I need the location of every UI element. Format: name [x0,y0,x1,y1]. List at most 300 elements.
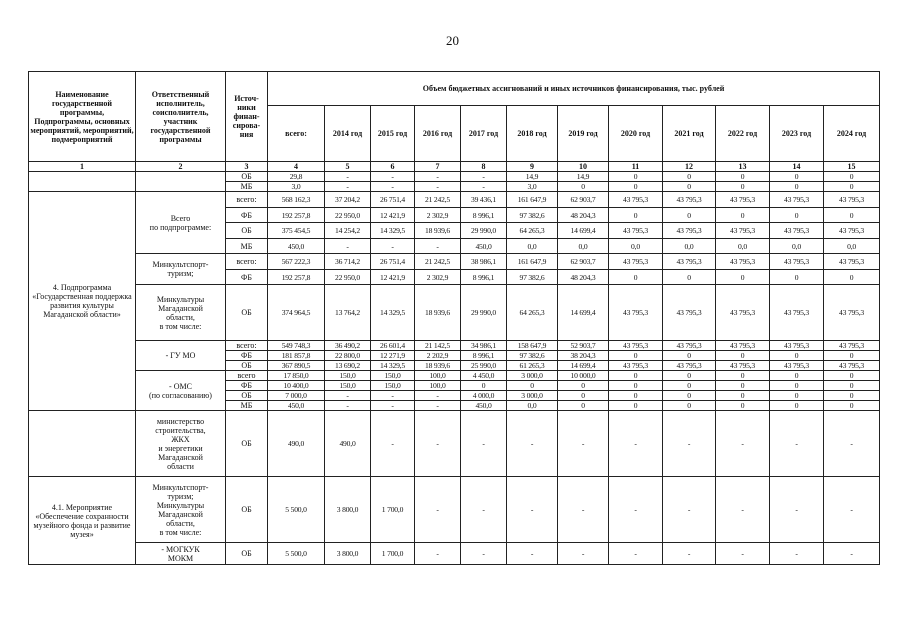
value-cell: 0 [770,208,824,223]
value-cell: 0 [663,351,716,361]
value-cell: 12 421,9 [371,208,415,223]
value-cell: 52 903,7 [558,341,609,351]
header-year: 2021 год [663,106,716,162]
value-cell: 43 795,3 [716,341,770,351]
value-cell: 14,9 [558,172,609,182]
value-cell: 0 [716,270,770,285]
value-cell: 0 [609,208,663,223]
source-cell: ФБ [226,381,268,391]
value-cell: 0 [663,182,716,192]
value-cell: 37 204,2 [325,192,371,208]
value-cell: - [609,411,663,477]
table-row [29,341,880,351]
value-cell: 26 751,4 [371,192,415,208]
value-cell: 0 [770,172,824,182]
source-cell: всего: [226,254,268,270]
value-cell: 2 302,9 [415,270,461,285]
value-cell: 0 [663,381,716,391]
header-year: 2023 год [770,106,824,162]
value-cell: 161 647,9 [507,192,558,208]
value-cell: - [461,411,507,477]
value-cell: 97 382,6 [507,270,558,285]
value-cell: 0 [824,351,880,361]
value-cell: 43 795,3 [770,223,824,239]
value-cell: 0 [663,391,716,401]
value-cell: 0,0 [663,239,716,254]
value-cell: 22 950,0 [325,270,371,285]
value-cell: 43 795,3 [663,341,716,351]
value-cell: 567 222,3 [268,254,325,270]
value-cell: - [824,411,880,477]
value-cell: 29 990,0 [461,285,507,341]
header-source: Источ- ники финан- сирова- ния [226,72,268,162]
value-cell: 3 000,0 [507,391,558,401]
source-cell: ФБ [226,270,268,285]
budget-table [28,71,880,565]
value-cell: - [415,239,461,254]
value-cell: 21 142,5 [415,341,461,351]
value-cell: 150,0 [325,371,371,381]
value-cell: 0 [716,208,770,223]
table-row [29,477,880,543]
value-cell: - [415,401,461,411]
value-cell: 18 939,6 [415,223,461,239]
value-cell: 34 986,1 [461,341,507,351]
value-cell: - [716,411,770,477]
value-cell: 150,0 [371,371,415,381]
value-cell: 38 204,3 [558,351,609,361]
value-cell: - [371,411,415,477]
header-year: 2015 год [371,106,415,162]
value-cell: - [325,391,371,401]
source-cell: ФБ [226,208,268,223]
value-cell: 0 [663,208,716,223]
value-cell: 14 329,5 [371,361,415,371]
source-cell: ОБ [226,223,268,239]
value-cell: 48 204,3 [558,208,609,223]
value-cell: - [558,411,609,477]
value-cell: 0 [609,391,663,401]
value-cell: 29,8 [268,172,325,182]
value-cell: 0 [609,401,663,411]
value-cell: 43 795,3 [716,285,770,341]
table-row [29,285,880,341]
value-cell: 22 800,0 [325,351,371,361]
value-cell: 43 795,3 [716,361,770,371]
minkultsport-label: Минкультспорт- туризм; [136,254,226,285]
header-year: 2016 год [415,106,461,162]
value-cell: 0 [716,391,770,401]
empty-cell [136,172,226,192]
value-cell: 43 795,3 [824,285,880,341]
value-cell: 43 795,3 [770,254,824,270]
value-cell: - [415,182,461,192]
value-cell: - [371,239,415,254]
value-cell: 490,0 [268,411,325,477]
value-cell: 450,0 [461,401,507,411]
value-cell: 43 795,3 [716,192,770,208]
value-cell: 0 [558,401,609,411]
value-cell: 0 [824,371,880,381]
value-cell: 0 [609,381,663,391]
value-cell: 0 [824,208,880,223]
column-number: 11 [609,162,663,172]
value-cell: 43 795,3 [824,192,880,208]
value-cell: 43 795,3 [824,361,880,371]
value-cell: 5 500,0 [268,543,325,565]
value-cell: 0,0 [770,239,824,254]
value-cell: 43 795,3 [609,341,663,351]
source-cell: ОБ [226,477,268,543]
value-cell: - [415,543,461,565]
value-cell: 14,9 [507,172,558,182]
column-number: 14 [770,162,824,172]
page-number: 20 [446,33,459,48]
column-number: 8 [461,162,507,172]
value-cell: 62 903,7 [558,254,609,270]
column-number: 13 [716,162,770,172]
table-row [29,254,880,270]
value-cell: 0 [770,351,824,361]
header-year: 2018 год [507,106,558,162]
source-cell: МБ [226,239,268,254]
value-cell: 3 000,0 [507,371,558,381]
value-cell: 450,0 [461,239,507,254]
value-cell: 14 329,5 [371,285,415,341]
value-cell: 0 [824,381,880,391]
value-cell: - [325,239,371,254]
value-cell: 0 [716,182,770,192]
value-cell: 17 850,0 [268,371,325,381]
value-cell: - [325,401,371,411]
value-cell: 0 [663,401,716,411]
value-cell: 43 795,3 [663,254,716,270]
source-cell: ОБ [226,285,268,341]
value-cell: 4 450,0 [461,371,507,381]
empty-cell [29,172,136,192]
value-cell: 14 254,2 [325,223,371,239]
value-cell: 450,0 [268,239,325,254]
value-cell: 43 795,3 [663,192,716,208]
value-cell: 43 795,3 [716,254,770,270]
value-cell: - [461,543,507,565]
value-cell: 0 [609,351,663,361]
value-cell: 43 795,3 [609,223,663,239]
value-cell: 0,0 [507,401,558,411]
total-subprogram-label: Всего по подпрограмме: [136,192,226,254]
value-cell: - [558,543,609,565]
value-cell: 39 436,1 [461,192,507,208]
value-cell: 3,0 [507,182,558,192]
value-cell: 13 690,2 [325,361,371,371]
value-cell: 0 [507,381,558,391]
value-cell: 21 242,5 [415,254,461,270]
value-cell: - [371,182,415,192]
value-cell: 43 795,3 [770,361,824,371]
value-cell: 568 162,3 [268,192,325,208]
value-cell: 43 795,3 [663,361,716,371]
header-year: 2017 год [461,106,507,162]
column-number: 10 [558,162,609,172]
source-cell: МБ [226,182,268,192]
value-cell: 43 795,3 [824,254,880,270]
value-cell: - [461,172,507,182]
value-cell: 36 490,2 [325,341,371,351]
source-cell: ОБ [226,361,268,371]
value-cell: - [507,543,558,565]
source-cell: МБ [226,401,268,411]
value-cell: 374 964,5 [268,285,325,341]
value-cell: - [371,391,415,401]
value-cell: 0 [558,182,609,192]
value-cell: - [824,477,880,543]
value-cell: 150,0 [371,381,415,391]
value-cell: 43 795,3 [824,341,880,351]
value-cell: - [663,411,716,477]
value-cell: 21 242,5 [415,192,461,208]
value-cell: 3 800,0 [325,477,371,543]
value-cell: 48 204,3 [558,270,609,285]
value-cell: 0 [770,391,824,401]
value-cell: 2 302,9 [415,208,461,223]
value-cell: 0 [663,270,716,285]
table-row [29,192,880,208]
value-cell: 43 795,3 [609,192,663,208]
subprogram-4-label: 4. Подпрограмма «Государственная поддержка развития культуры Магаданской области» [29,192,136,411]
header-year: 2020 год [609,106,663,162]
value-cell: 1 700,0 [371,543,415,565]
value-cell: - [558,477,609,543]
value-cell: - [371,172,415,182]
table-row [29,371,880,381]
value-cell: 43 795,3 [609,254,663,270]
value-cell: - [609,543,663,565]
value-cell: 0,0 [609,239,663,254]
value-cell: 43 795,3 [716,223,770,239]
value-cell: 150,0 [325,381,371,391]
value-cell: - [415,172,461,182]
value-cell: - [507,477,558,543]
value-cell: 0,0 [824,239,880,254]
value-cell: - [716,543,770,565]
value-cell: 64 265,3 [507,223,558,239]
value-cell: 0 [609,371,663,381]
value-cell: - [824,543,880,565]
value-cell: 8 996,1 [461,208,507,223]
table-row [29,411,880,477]
column-number: 9 [507,162,558,172]
value-cell: - [325,172,371,182]
value-cell: - [609,477,663,543]
value-cell: 158 647,9 [507,341,558,351]
value-cell: - [415,477,461,543]
value-cell: 22 950,0 [325,208,371,223]
value-cell: - [325,182,371,192]
value-cell: 2 202,9 [415,351,461,361]
value-cell: 0 [824,391,880,401]
header-year: 2019 год [558,106,609,162]
value-cell: 100,0 [415,371,461,381]
value-cell: 367 890,5 [268,361,325,371]
value-cell: 0 [609,270,663,285]
source-cell: всего [226,371,268,381]
value-cell: 0 [824,182,880,192]
value-cell: 0 [609,182,663,192]
column-number: 7 [415,162,461,172]
source-cell: ОБ [226,172,268,182]
source-cell: ОБ [226,543,268,565]
value-cell: 61 265,3 [507,361,558,371]
value-cell: - [507,411,558,477]
value-cell: - [415,391,461,401]
value-cell: 12 421,9 [371,270,415,285]
value-cell: 36 714,2 [325,254,371,270]
value-cell: 43 795,3 [770,341,824,351]
minkultury-label: Минкультуры Магаданской области, в том числе: [136,285,226,341]
minstroy-label: министерство строительства, ЖКХ и энергетики Магаданской области [136,411,226,477]
value-cell: 375 454,5 [268,223,325,239]
value-cell: 3 800,0 [325,543,371,565]
empty-cell [29,411,136,477]
value-cell: 3,0 [268,182,325,192]
value-cell: 0 [716,351,770,361]
value-cell: 549 748,3 [268,341,325,351]
value-cell: 0 [770,270,824,285]
value-cell: 97 382,6 [507,208,558,223]
value-cell: 0 [824,401,880,411]
header-year: 2022 год [716,106,770,162]
value-cell: 10 000,0 [558,371,609,381]
header-year: 2024 год [824,106,880,162]
source-cell: всего: [226,341,268,351]
value-cell: 29 990,0 [461,223,507,239]
value-cell: 192 257,8 [268,208,325,223]
value-cell: 14 699,4 [558,223,609,239]
value-cell: - [371,401,415,411]
value-cell: 0 [824,270,880,285]
value-cell: 0,0 [716,239,770,254]
value-cell: 0 [558,391,609,401]
value-cell: 0 [716,371,770,381]
source-cell: всего: [226,192,268,208]
value-cell: 25 990,0 [461,361,507,371]
value-cell: - [770,477,824,543]
value-cell: 7 000,0 [268,391,325,401]
column-number: 6 [371,162,415,172]
oms-label: - ОМС (по согласованию) [136,371,226,411]
value-cell: 490,0 [325,411,371,477]
source-cell: ОБ [226,391,268,401]
value-cell: 0 [461,381,507,391]
source-cell: ФБ [226,351,268,361]
value-cell: 26 751,4 [371,254,415,270]
value-cell: 13 764,2 [325,285,371,341]
value-cell: 181 857,8 [268,351,325,361]
value-cell: 8 996,1 [461,270,507,285]
value-cell: - [716,477,770,543]
value-cell: 192 257,8 [268,270,325,285]
value-cell: 43 795,3 [663,285,716,341]
value-cell: 43 795,3 [824,223,880,239]
value-cell: 0 [609,172,663,182]
value-cell: 0 [716,401,770,411]
minkult-measure-label: Минкультспорт- туризм; Минкультуры Магаданской области, в том числе: [136,477,226,543]
value-cell: 0 [716,381,770,391]
value-cell: 0,0 [558,239,609,254]
value-cell: 18 939,6 [415,285,461,341]
value-cell: 100,0 [415,381,461,391]
value-cell: 38 986,1 [461,254,507,270]
measure-4-1-label: 4.1. Мероприятие «Обеспечение сохранности музейного фонда и развитие музея» [29,477,136,565]
column-number: 3 [226,162,268,172]
column-number: 2 [136,162,226,172]
value-cell: - [663,543,716,565]
mogkuk-label: - МОГКУК МОКМ [136,543,226,565]
value-cell: 62 903,7 [558,192,609,208]
value-cell: - [770,411,824,477]
value-cell: 0,0 [507,239,558,254]
column-number: 5 [325,162,371,172]
value-cell: 0 [770,182,824,192]
value-cell: 0 [770,371,824,381]
value-cell: 64 265,3 [507,285,558,341]
value-cell: 43 795,3 [770,285,824,341]
value-cell: 0 [716,172,770,182]
value-cell: 161 647,9 [507,254,558,270]
value-cell: 43 795,3 [609,361,663,371]
value-cell: 18 939,6 [415,361,461,371]
column-number: 12 [663,162,716,172]
value-cell: 0 [558,381,609,391]
table-row [29,172,880,182]
value-cell: 1 700,0 [371,477,415,543]
header-total: всего: [268,106,325,162]
header-volume: Объем бюджетных ассигнований и иных источников финансирования, тыс. рублей [268,72,880,106]
value-cell: 0 [663,371,716,381]
value-cell: 97 382,6 [507,351,558,361]
table-row [29,543,880,565]
value-cell: 14 699,4 [558,285,609,341]
value-cell: 0 [770,401,824,411]
column-number: 15 [824,162,880,172]
value-cell: 43 795,3 [770,192,824,208]
column-number: 4 [268,162,325,172]
header-name: Наименование государственной программы, Подпрограммы, основных мероприятий, мероприятий, подмероприятий [29,72,136,162]
header-year: 2014 год [325,106,371,162]
value-cell: 43 795,3 [663,223,716,239]
value-cell: 8 996,1 [461,351,507,361]
value-cell: 5 500,0 [268,477,325,543]
gu-mo-label: - ГУ МО [136,341,226,371]
value-cell: 14 329,5 [371,223,415,239]
value-cell: 0 [663,172,716,182]
value-cell: 43 795,3 [609,285,663,341]
value-cell: 26 601,4 [371,341,415,351]
value-cell: 0 [824,172,880,182]
value-cell: - [461,182,507,192]
header-responsible: Ответственный исполнитель, соисполнитель, участник государственной программы [136,72,226,162]
value-cell: 10 400,0 [268,381,325,391]
value-cell: - [461,477,507,543]
value-cell: - [415,411,461,477]
value-cell: 4 000,0 [461,391,507,401]
column-number: 1 [29,162,136,172]
value-cell: 12 271,9 [371,351,415,361]
value-cell: 14 699,4 [558,361,609,371]
value-cell: 0 [770,381,824,391]
source-cell: ОБ [226,411,268,477]
value-cell: - [770,543,824,565]
